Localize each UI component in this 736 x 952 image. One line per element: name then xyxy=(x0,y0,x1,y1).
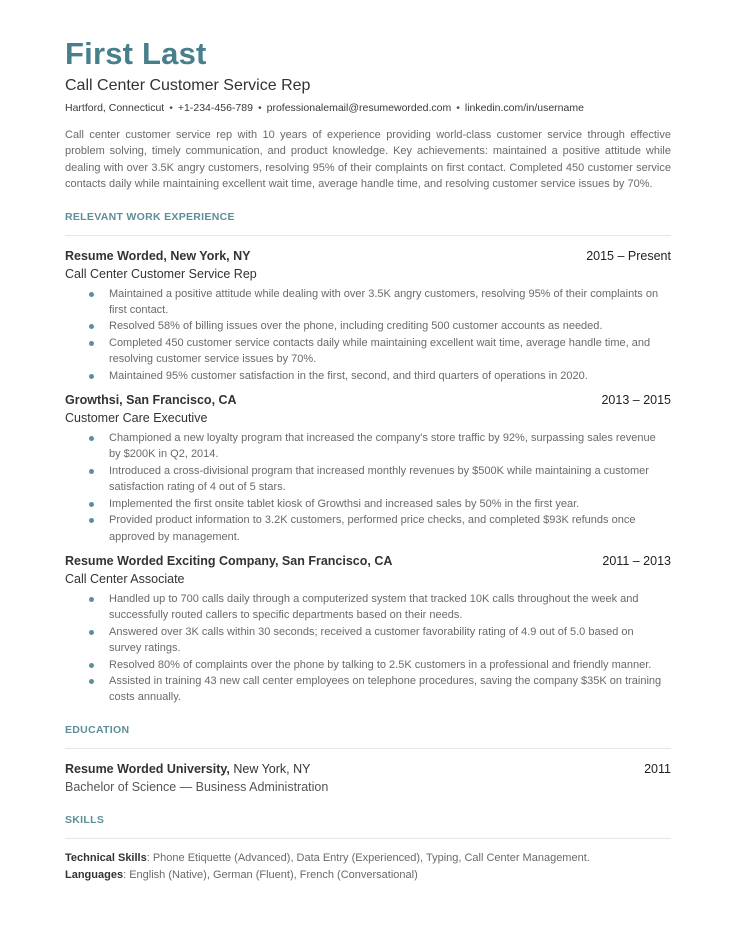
education-entry xyxy=(65,761,671,778)
job-role: Call Center Associate xyxy=(65,571,185,586)
education-degree: Bachelor of Science — Business Administration xyxy=(65,779,329,794)
candidate-title: Call Center Customer Service Rep xyxy=(65,77,311,94)
contact-linkedin[interactable]: linkedin.com/in/username xyxy=(464,102,584,114)
job-bullet: Resolved 58% of billing issues over the phone, including crediting 500 customer accounts as needed. xyxy=(109,318,671,334)
job-bullet: Resolved 80% of complaints over the phone by talking to 2.5K customers in a professional and friendly manner. xyxy=(109,657,671,673)
resume-page xyxy=(65,36,671,884)
job-dates: 2015 – Present xyxy=(586,248,671,263)
experience-list xyxy=(65,248,671,706)
skills-languages xyxy=(65,867,671,884)
contact-separator: • xyxy=(456,102,460,114)
job-entry xyxy=(65,248,671,384)
job-bullet: Maintained 95% customer satisfaction in the first, second, and third quarters of operations in 2020. xyxy=(109,368,671,384)
bullet-icon xyxy=(89,630,94,635)
summary-paragraph: Call center customer service rep with 10 years of experience providing world-class customer service through effective problem solving, timely communication, and product knowledge. Key achievements: maintained a positive attitude while dealing with over 3.5K angry customers, resolving 95% of their complaints on first contact. Completed 450 customer service contacts daily while maintaining excellent wait time, average handle time, and resolving customer service issues by 70%. xyxy=(65,129,671,191)
contact-phone: +1-234-456-789 xyxy=(177,102,253,114)
bullet-icon xyxy=(89,324,94,329)
experience-heading: RELEVANT WORK EXPERIENCE xyxy=(65,211,671,236)
job-entry xyxy=(65,553,671,706)
bullet-icon xyxy=(89,597,94,602)
job-bullet: Maintained a positive attitude while dealing with over 3.5K angry customers, resolving 95% of their complaints on first contact. xyxy=(109,286,671,319)
job-bullet: Completed 450 customer service contacts daily while maintaining excellent wait time, average handle time, and resolving customer service issues by 70%. xyxy=(109,335,671,368)
education-heading: EDUCATION xyxy=(65,724,671,749)
education-school: Resume Worded University, xyxy=(65,761,230,776)
job-bullet: Championed a new loyalty program that increased the company's store traffic by 92%, surpassing sales revenue by $200K in Q2, 2014. xyxy=(109,430,671,463)
job-bullet: Implemented the first onsite tablet kiosk of Growthsi and increased sales by 50% in the first year. xyxy=(109,496,671,512)
contact-line xyxy=(65,101,671,115)
contact-location: Hartford, Connecticut xyxy=(65,102,165,114)
education-location: New York, NY xyxy=(229,761,311,776)
contact-separator: • xyxy=(257,102,262,114)
job-bullet: Provided product information to 3.2K customers, performed price checks, and completed $93K refunds once approved by management. xyxy=(109,512,671,545)
job-dates: 2013 – 2015 xyxy=(601,393,671,408)
job-company: Growthsi, San Francisco, CA xyxy=(65,393,237,408)
job-bullet: Answered over 3K calls within 30 seconds; received a customer favorability rating of 4.9 out of 5.0 based on survey ratings. xyxy=(109,624,671,657)
job-bullets xyxy=(65,591,671,706)
bullet-icon xyxy=(89,374,94,379)
job-role: Customer Care Executive xyxy=(65,411,208,426)
skills-languages-value: : English (Native), German (Fluent), French (Conversational) xyxy=(123,868,418,881)
job-dates: 2011 – 2013 xyxy=(602,553,671,568)
bullet-icon xyxy=(89,469,94,474)
skills-technical-value: : Phone Etiquette (Advanced), Data Entry (Experienced), Typing, Call Center Management. xyxy=(146,851,590,864)
bullet-icon xyxy=(89,292,94,297)
bullet-icon xyxy=(89,679,94,684)
job-company: Resume Worded, New York, NY xyxy=(65,248,251,263)
bullet-icon xyxy=(89,663,94,668)
bullet-icon xyxy=(89,341,94,346)
bullet-icon xyxy=(89,518,94,523)
education-year: 2011 xyxy=(644,761,671,776)
skills-heading: SKILLS xyxy=(65,814,671,839)
contact-email[interactable]: professionalemail@resumeworded.com xyxy=(266,102,452,114)
job-entry xyxy=(65,392,671,545)
candidate-name: First Last xyxy=(65,36,207,71)
job-bullet: Assisted in training 43 new call center employees on telephone procedures, saving the company $35K on training costs annually. xyxy=(109,673,671,706)
skills-languages-label: Languages xyxy=(65,868,124,881)
job-company: Resume Worded Exciting Company, San Francisco, CA xyxy=(65,553,393,568)
skills-list xyxy=(65,850,671,884)
contact-separator: • xyxy=(169,102,173,114)
job-bullets xyxy=(65,286,671,384)
skills-technical xyxy=(65,850,671,867)
bullet-icon xyxy=(89,436,94,441)
bullet-icon xyxy=(89,502,94,507)
job-bullets xyxy=(65,430,671,545)
education-school-line xyxy=(65,761,310,778)
job-bullet: Handled up to 700 calls daily through a computerized system that tracked 10K calls throughout the week and successfully routed callers to specific departments based on their needs. xyxy=(109,591,671,624)
job-role: Call Center Customer Service Rep xyxy=(65,266,257,281)
job-bullet: Introduced a cross-divisional program that increased monthly revenues by $500K while maintaining a customer satisfaction rating of 4 out of 5 stars. xyxy=(109,463,671,496)
skills-technical-label: Technical Skills xyxy=(65,851,147,864)
